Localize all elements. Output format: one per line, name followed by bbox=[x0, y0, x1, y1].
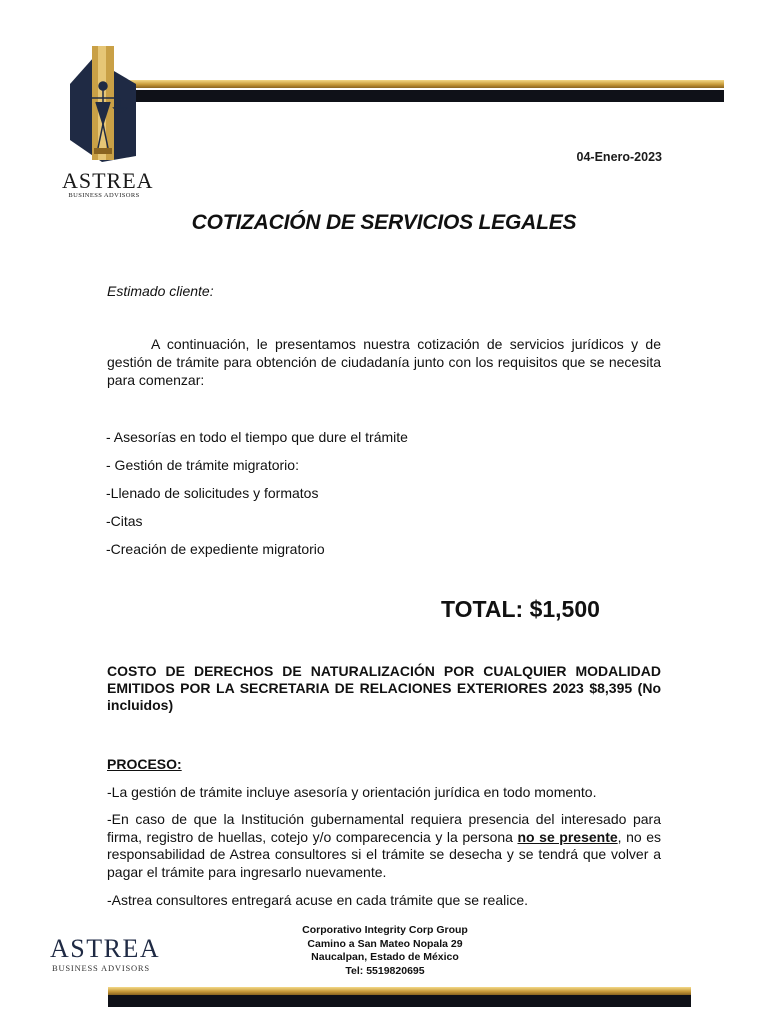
footer-address bbox=[270, 924, 500, 978]
document-date: 04-Enero-2023 bbox=[576, 150, 662, 164]
footer-line: Corporativo Integrity Corp Group bbox=[302, 924, 468, 936]
process-text: , no es responsabilidad de Astrea consultores si el trámite se desecha y se tendrá que volver a pagar el trámite para ingresarlo nuevamente. bbox=[107, 828, 661, 880]
service-item: -Llenado de solicitudes y formatos bbox=[106, 485, 319, 501]
astrea-logo-emblem bbox=[62, 44, 144, 162]
service-item: -Creación de expediente migratorio bbox=[106, 541, 325, 557]
process-heading: PROCESO: bbox=[107, 756, 182, 772]
header-dark-bar bbox=[118, 90, 724, 102]
service-item: - Gestión de trámite migratorio: bbox=[106, 457, 299, 473]
naturalization-cost-note: COSTO DE DERECHOS DE NATURALIZACIÓN POR CUALQUIER MODALIDAD EMITIDOS POR LA SECRETARIA DE RELACIONES EXTERIORES 2023 $8,395 (No incluidos) bbox=[107, 663, 661, 713]
intro-paragraph bbox=[107, 335, 661, 389]
intro-text: A continuación, le presentamos nuestra cotización de servicios jurídicos y de gestión de trámite para obtención de ciudadanía junto con los requisitos que se necesita para comenzar: bbox=[107, 336, 661, 388]
footer-gold-bar bbox=[108, 987, 691, 995]
service-item: -Citas bbox=[106, 513, 143, 529]
service-item: - Asesorías en todo el tiempo que dure el trámite bbox=[106, 429, 408, 445]
no-se-presente-emphasis: no se presente bbox=[517, 828, 618, 845]
process-item bbox=[107, 811, 661, 881]
header-gold-bar bbox=[118, 80, 724, 88]
process-item: -Astrea consultores entregará acuse en cada trámite que se realice. bbox=[107, 892, 529, 908]
logo-subtitle-top: BUSINESS ADVISORS bbox=[68, 192, 140, 199]
logo-subtitle-footer: BUSINESS ADVISORS bbox=[52, 963, 150, 973]
footer-dark-bar bbox=[108, 995, 691, 1007]
process-item: -La gestión de trámite incluye asesoría y orientación jurídica en todo momento. bbox=[107, 784, 597, 800]
process-text: -En caso de que la Institución gubernamental requiera presencia del interesado para firma, registro de huellas, cotejo y/o comparecencia y la persona bbox=[107, 811, 661, 845]
footer-line: Camino a San Mateo Nopala 29 bbox=[307, 937, 463, 950]
footer-phone: Tel: 5519820695 bbox=[345, 964, 425, 977]
logo-wordmark-top: ASTREA bbox=[62, 168, 154, 193]
footer-line: Naucalpan, Estado de México bbox=[311, 951, 459, 963]
logo-wordmark-footer: ASTREA bbox=[50, 934, 161, 963]
greeting: Estimado cliente: bbox=[107, 283, 214, 299]
document-title: COTIZACIÓN DE SERVICIOS LEGALES bbox=[191, 211, 577, 234]
total-amount: TOTAL: $1,500 bbox=[441, 596, 600, 622]
